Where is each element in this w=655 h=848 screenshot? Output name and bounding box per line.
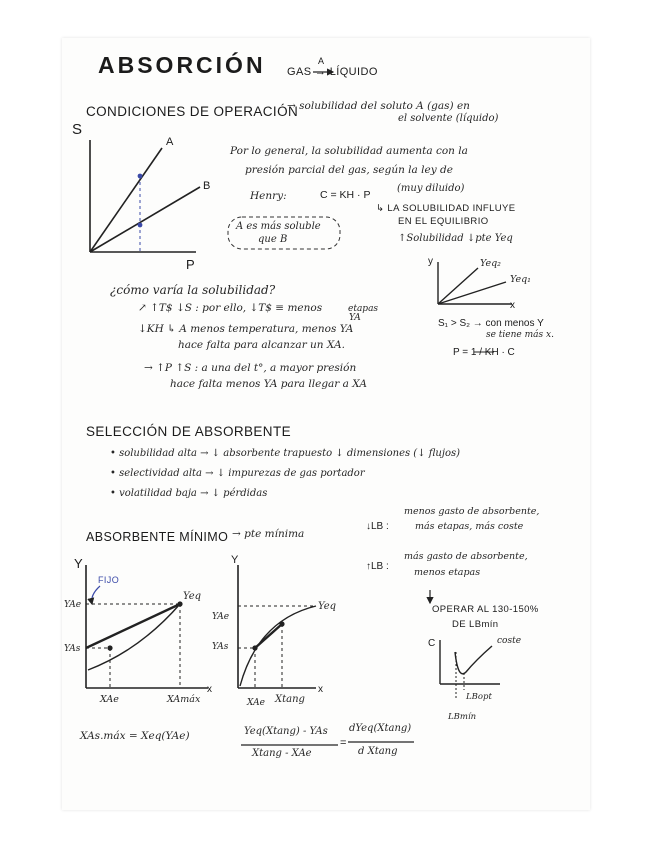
g2-yae-label: YAe <box>212 612 230 622</box>
g1-xae-label: XAe <box>100 694 119 705</box>
g1-x-label: x <box>207 684 212 695</box>
varia-line-5: hace falta menos YA para llegar a XA <box>170 378 367 390</box>
operar-line-1: OPERAR AL 130-150% <box>432 604 539 615</box>
graph-s-label: S <box>72 121 83 138</box>
seleccion-bullet-3: • volatilidad baja → ↓ pérdidas <box>110 488 268 499</box>
lb-down-line-1: menos gasto de absorbente, <box>404 506 540 517</box>
g1-yas-label: YAs <box>64 644 81 654</box>
mini-graph-yeq2: Yeq₂ <box>480 258 501 269</box>
lb-up-line-2: menos etapas <box>414 567 481 578</box>
varia-line-1: ↗ ↑T$ ↓S : por ello, ↓T$ ≡ menos <box>138 302 323 314</box>
henry-equation: C = KH · P <box>320 189 371 201</box>
minimo-heading: ABSORBENTE MÍNIMO <box>86 530 229 544</box>
cost-graph-coste: coste <box>497 636 522 646</box>
g1-y-label: Y <box>74 556 83 571</box>
operating-line-2 <box>255 624 282 648</box>
derivative-denominator: d Xtang <box>358 746 398 757</box>
mini-graph-yeq1: Yeq₁ <box>510 274 531 285</box>
g2-xae-label: XAe <box>247 698 265 708</box>
process-title: GAS → LÍQUIDO <box>287 66 378 78</box>
bubble-line-2: que B <box>258 234 288 245</box>
condiciones-arrow-text: → solubilidad del soluto A (gas) en <box>287 100 470 112</box>
mini-graph-relation-2: se tiene más x. <box>486 330 554 340</box>
cost-graph-lbmin: LBmín <box>448 712 477 722</box>
curve-b <box>90 187 200 252</box>
slope-equals: = <box>340 737 347 749</box>
mini-graph-y: y <box>428 256 433 267</box>
bubble-line-1: A es más soluble <box>236 221 321 232</box>
slope-denominator: Xtang - XAe <box>252 748 312 759</box>
xas-max-equation: XAs.máx = Xeq(YAe) <box>80 730 190 742</box>
graph-curve-b-label: B <box>203 180 211 192</box>
g2-x-label: x <box>318 684 323 695</box>
g1-fijo-label: FIJO <box>98 575 120 585</box>
g1-yae-label: YAe <box>64 600 82 610</box>
derivative-numerator: dYeq(Xtang) <box>349 723 412 734</box>
min-absorbent-graph-2 <box>238 565 316 688</box>
lb-down-line-2: más etapas, más coste <box>415 521 524 532</box>
henry-tail: (muy diluido) <box>397 183 465 194</box>
point-b <box>138 223 143 228</box>
seleccion-bullet-1: • solubilidad alta → ↓ absorbente trapuesto ↓ dimensiones (↓ flujos) <box>110 448 461 459</box>
point-a <box>138 174 143 179</box>
seleccion-heading: SELECCIÓN DE ABSORBENTE <box>86 424 292 439</box>
influye-line-2: EN EL EQUILIBRIO <box>398 216 489 227</box>
g2-xtang-label: Xtang <box>275 694 305 705</box>
operating-line-1 <box>86 604 180 648</box>
solubility-pressure-graph <box>90 140 200 252</box>
condiciones-heading: CONDICIONES DE OPERACIÓN <box>86 104 299 119</box>
condiciones-arrow-text-2: el solvente (líquido) <box>398 113 499 124</box>
graph-p-label: P <box>186 257 195 272</box>
solubilidad-yeq: ↑Solubilidad ↓pte Yeq <box>398 233 513 244</box>
process-label-a: A <box>318 56 325 66</box>
note-line-1: Por lo general, la solubilidad aumenta con la <box>230 145 468 157</box>
g2-y-label: Y <box>231 554 239 566</box>
page-title: ABSORCIÓN <box>98 52 266 78</box>
influye-line-1: ↳ LA SOLUBILIDAD INFLUYE <box>376 203 516 214</box>
varia-line-1b: YA <box>349 313 361 323</box>
g2-yas-label: YAs <box>212 642 229 652</box>
cost-graph-c: C <box>428 638 436 649</box>
lb-up-label: ↑LB : <box>366 561 389 572</box>
note-line-2: presión parcial del gas, según la ley de <box>245 164 453 176</box>
g2-yeq-label: Yeq <box>318 601 337 612</box>
lb-up-line-1: más gasto de absorbente, <box>404 551 528 562</box>
cost-graph-lbopt: LBopt <box>466 692 492 702</box>
mini-graph-x: x <box>510 300 515 311</box>
varia-line-3: hace falta para alcanzar un XA. <box>178 339 345 351</box>
seleccion-bullet-2: • selectividad alta → ↓ impurezas de gas portador <box>110 468 365 479</box>
graph-curve-a-label: A <box>166 136 174 148</box>
p-formula: P = 1 / KH · C <box>453 347 515 358</box>
cost-graph <box>440 640 500 700</box>
slope-numerator: Yeq(Xtang) - YAs <box>244 726 328 737</box>
varia-line-4: → ↑P ↑S : a una del t°, a mayor presión <box>144 362 357 374</box>
g1-xamax-label: XAmáx <box>167 694 201 705</box>
mini-graph-relation: S₁ > S₂ → con menos Y <box>438 318 544 329</box>
g1-yeq-label: Yeq <box>183 591 202 602</box>
varia-line-1c: etapas <box>348 304 379 314</box>
operar-line-2: DE LBmín <box>452 619 499 630</box>
lb-down-label: ↓LB : <box>366 521 389 532</box>
varia-question: ¿cómo varía la solubilidad? <box>110 283 276 297</box>
curve-a <box>90 148 162 252</box>
minimo-arrow: → pte mínima <box>232 528 305 540</box>
varia-line-2: ↓KH ↳ A menos temperatura, menos YA <box>138 323 354 335</box>
henry-label: Henry: <box>250 190 287 202</box>
